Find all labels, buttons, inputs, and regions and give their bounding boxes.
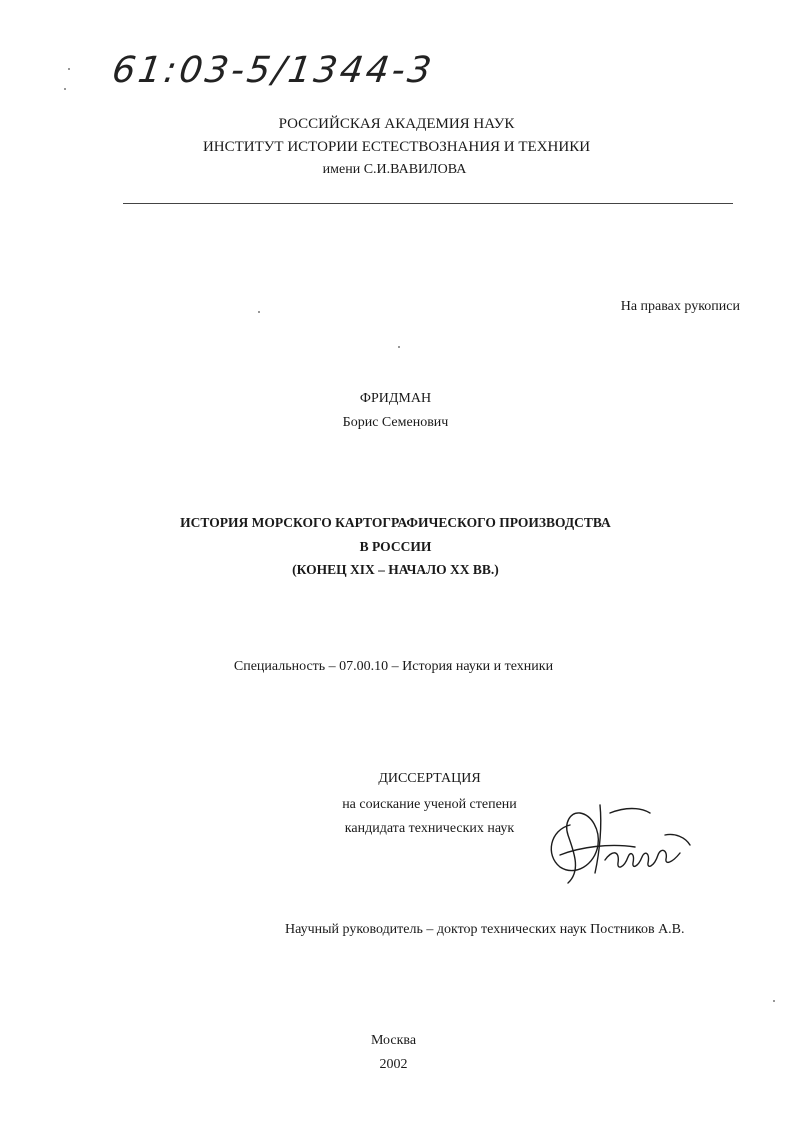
author-surname: ФРИДМАН xyxy=(359,391,432,406)
dissertation-type: ДИССЕРТАЦИЯ xyxy=(378,771,481,786)
academy-name: РОССИЙСКАЯ АКАДЕМИЯ НАУК xyxy=(278,116,515,132)
scan-speck xyxy=(773,1000,775,1002)
scan-speck xyxy=(258,311,260,313)
scan-speck xyxy=(398,346,400,348)
title-line-3: (КОНЕЦ XIX – НАЧАЛО XX ВВ.) xyxy=(292,562,499,577)
author-given-names: Борис Семенович xyxy=(342,415,449,430)
registry-number: 61:03-5/1344-3 xyxy=(109,50,437,91)
dissertation-degree: кандидата технических наук xyxy=(344,821,515,836)
title-line-1: ИСТОРИЯ МОРСКОГО КАРТОГРАФИЧЕСКОГО ПРОИЗВОДСТВА xyxy=(180,515,611,530)
supervisor: Научный руководитель – доктор технических наук Постников А.В. xyxy=(285,922,685,937)
header-rule xyxy=(123,203,733,204)
dissertation-purpose: на соискание ученой степени xyxy=(342,797,517,812)
institute-named-after: имени С.И.ВАВИЛОВА xyxy=(322,162,467,177)
signature xyxy=(540,795,710,890)
title-line-2: В РОССИИ xyxy=(359,539,432,554)
scan-speck xyxy=(68,68,70,70)
year: 2002 xyxy=(379,1057,408,1072)
rights-note: На правах рукописи xyxy=(620,299,740,314)
scan-speck xyxy=(64,88,66,90)
institute-name: ИНСТИТУТ ИСТОРИИ ЕСТЕСТВОЗНАНИЯ И ТЕХНИКИ xyxy=(202,139,591,155)
city: Москва xyxy=(370,1033,417,1048)
specialty: Специальность – 07.00.10 – История науки и техники xyxy=(233,659,554,674)
